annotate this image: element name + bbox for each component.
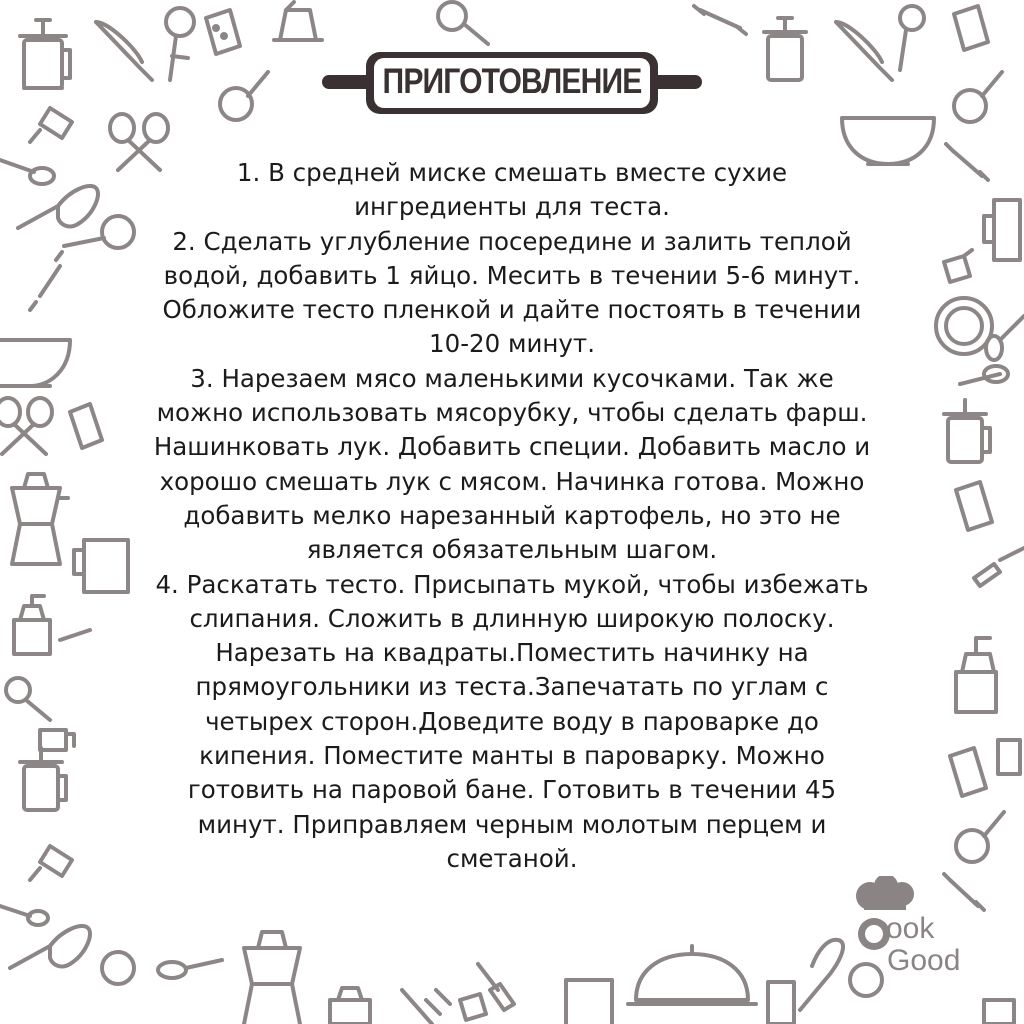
cloche-icon: [628, 946, 756, 1004]
coffee-pot-icon: [998, 740, 1020, 774]
cutting-board-icon: [460, 994, 486, 1020]
bowl-icon: [0, 340, 70, 386]
recipe-steps: [150, 156, 874, 876]
coffee-maker-icon: [274, 2, 322, 40]
step-4: 4. Раскатать тесто. Присыпать мукой, чтобы избежать слипания. Сложить в длинную широкую полоску. Нарезать на квадраты.Поместить начинку на прямоугольники из теста.Запечатать по углам с четырех сторон.Доведите воду в пароварке до кипения. Поместите манты в пароварку. Можно готовить на паровой бане. Готовить в течении 45 минут. Приправляем черным молотым перцем и сметаной.: [155, 569, 869, 873]
spoon-icon: [0, 160, 54, 184]
french-press-icon: [20, 20, 70, 88]
grater-icon: [206, 10, 240, 54]
pizza-cutter-icon: [438, 2, 488, 44]
logo-text-good: Good: [887, 944, 961, 977]
pizza-cutter-icon: [220, 72, 268, 120]
coffee-grinder-icon: [14, 596, 50, 654]
spoon-icon: [960, 366, 1008, 384]
skimmer-icon: [900, 6, 924, 70]
grater-icon: [956, 482, 992, 530]
knife-icon: [836, 22, 892, 80]
spoon-icon: [0, 906, 48, 925]
knife-icon: [96, 22, 152, 80]
kettle-icon: [984, 1000, 1014, 1024]
spoons-icon: [0, 398, 52, 454]
kettle-icon: [40, 730, 74, 750]
grater-icon: [950, 748, 986, 796]
pizza-cutter-icon: [64, 216, 134, 248]
cleaver-icon: [30, 108, 72, 142]
step-2: 2. Сделать углубление посередине и залить теплой водой, добавить 1 яйцо. Месить в течении 5-6 минут. Обложите тесто пленкой и дайте постоять в течении 10-20 минут.: [162, 226, 862, 359]
french-press-icon: [764, 18, 806, 80]
rolling-pin-icon: [946, 144, 988, 180]
whisk-icon: [800, 940, 843, 1010]
page-title: ПРИГОТОВЛЕНИЕ: [382, 62, 642, 101]
plate-icon: [936, 298, 992, 354]
coffee-maker-icon: [12, 474, 68, 564]
spatula-icon: [974, 548, 1024, 586]
coffee-maker-icon: [244, 932, 300, 1024]
grater-icon: [954, 6, 988, 50]
pizza-cutter-icon: [102, 952, 134, 984]
coffee-grinder-icon: [956, 638, 996, 712]
spoon-icon: [60, 630, 90, 640]
coffee-pot-icon: [984, 200, 1020, 260]
ladle-icon: [158, 960, 222, 978]
whisk-icon: [18, 186, 98, 228]
grater-icon: [70, 404, 102, 448]
pizza-cutter-icon: [956, 812, 1004, 862]
skimmer-icon: [6, 678, 50, 720]
knife-icon: [402, 990, 432, 1024]
rolling-pin-icon: [30, 252, 62, 310]
coffee-pot-icon: [768, 982, 794, 1024]
whisk-icon: [10, 926, 90, 968]
cookgood-logo: [850, 876, 970, 986]
title-banner: [318, 44, 706, 124]
fork-icon: [426, 990, 450, 1014]
french-press-icon: [944, 400, 990, 462]
french-press-icon: [20, 748, 66, 810]
cutting-board-icon: [944, 250, 972, 282]
step-1: 1. В средней миске смешать вместе сухие ингредиенты для теста.: [236, 158, 788, 222]
skimmer-icon: [166, 8, 194, 80]
pizza-cutter-icon: [954, 72, 1002, 122]
cleaver-icon: [30, 846, 72, 880]
coffee-grinder-icon: [330, 988, 370, 1024]
step-3: 3. Нарезаем мясо маленькими кусочками. Так же можно использовать мясорубку, чтобы сделать фарш. Нашинковать лук. Добавить специи. Добавить масло и хорошо смешать лук с мясом. Начинка готова. Можно добавить мелко нарезанный картофель, но это не является обязательным шагом.: [153, 363, 871, 565]
rolling-pin-icon: [694, 6, 746, 34]
measuring-jug-icon: [74, 540, 128, 592]
logo-text-cook: ook: [886, 912, 935, 945]
measuring-jug-icon: [566, 980, 612, 1024]
